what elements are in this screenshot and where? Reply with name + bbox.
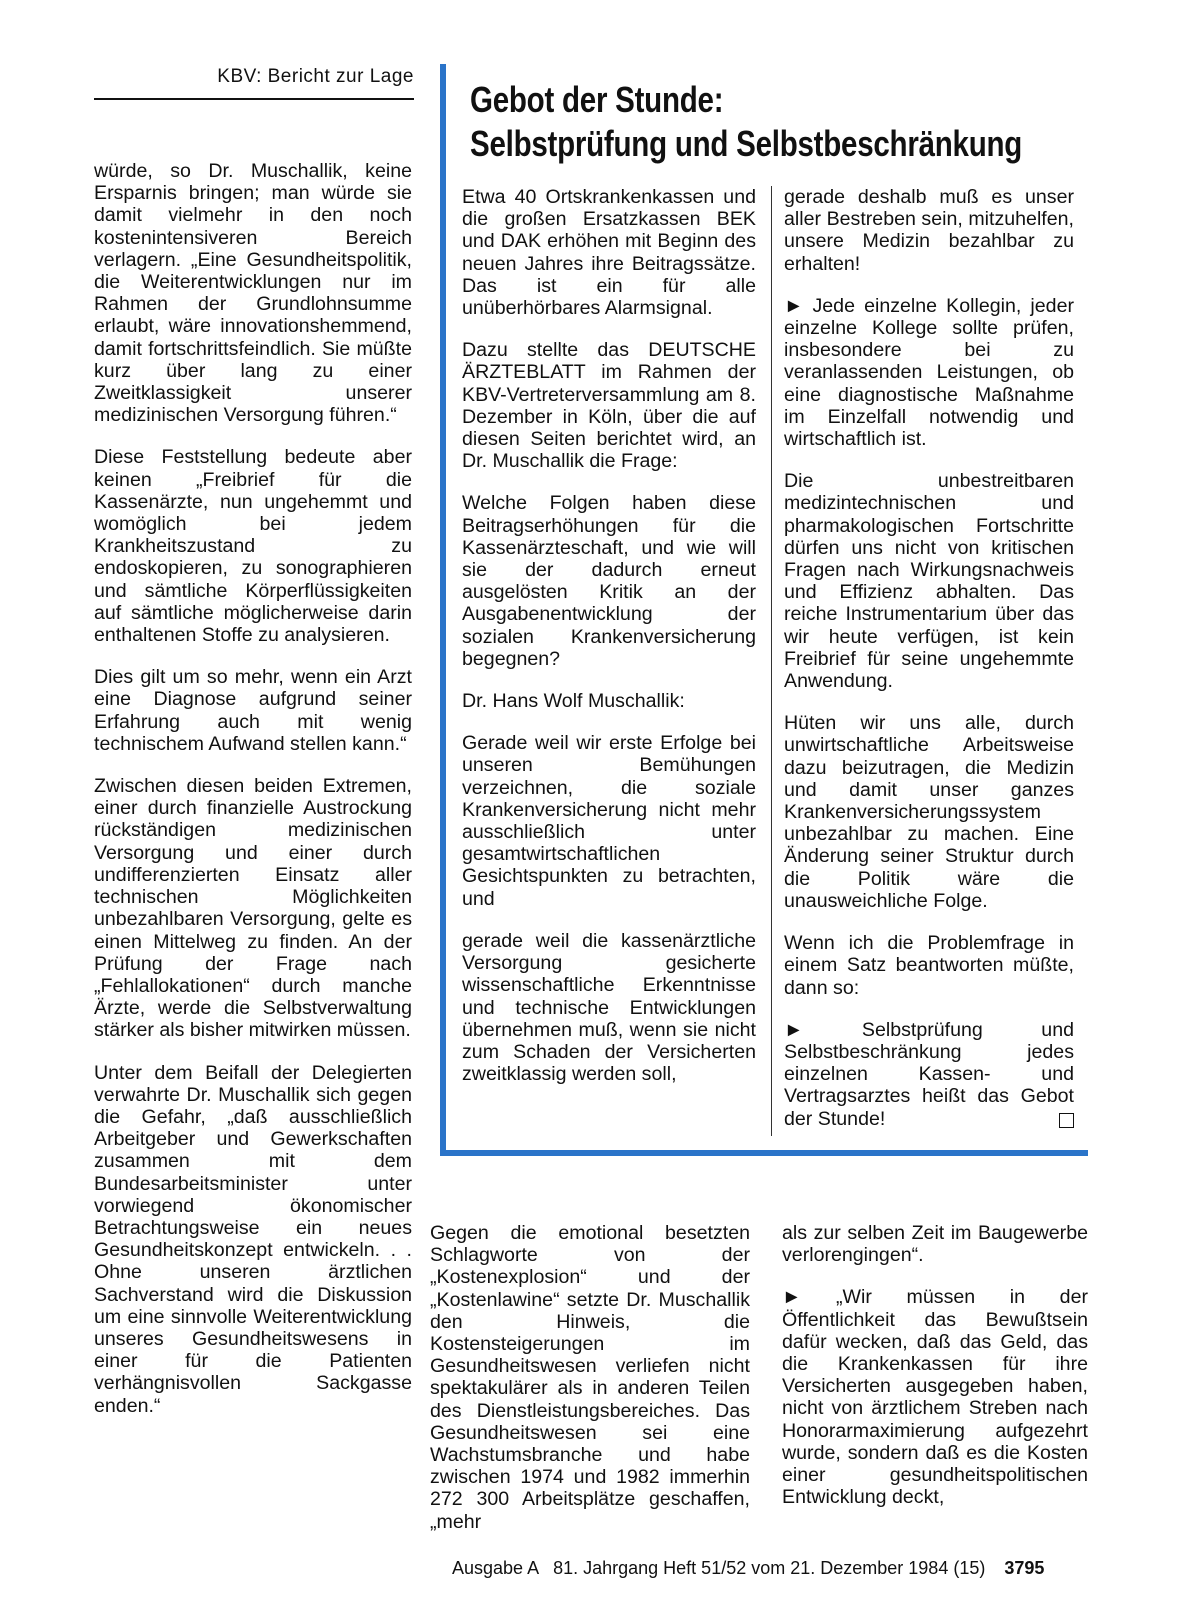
- paragraph: ► „Wir müssen in der Öffentlichkeit das Bewußtsein dafür wecken, daß das Geld, das die Krankenkassen für ihre Versicherten ausgegeben haben, nicht von ärztlichem Streben nach Honorarmaximierung aufgezehrt wurde, sondern daß es die Kosten einer gesundheitspolitischen Entwicklung deckt,: [782, 1286, 1088, 1509]
- headline: [470, 78, 1023, 166]
- box-vertical-rule: [440, 64, 446, 1156]
- paragraph: gerade weil die kassenärztliche Versorgung gesicherte wissenschaftliche Erkenntnisse und technische Entwicklungen übernehmen muß, wenn sie nicht zum Schaden der Versicherten zweitklassig werden soll,: [462, 929, 756, 1086]
- bottom-column-a: [430, 1222, 750, 1553]
- page-number: 3795: [1004, 1558, 1045, 1578]
- box-column-b: [784, 186, 1074, 1150]
- paragraph: ► Jede einzelne Kollegin, jeder einzelne Kollege sollte prüfen, insbesondere bei zu veranlassenden Leistungen, ob eine diagnostische Maßnahme im Einzelfall notwendig und wirtschaftlich ist.: [784, 294, 1074, 451]
- headline-line-2: Selbstprüfung und Selbstbeschränkung: [470, 123, 1023, 164]
- paragraph: als zur selben Zeit im Baugewerbe verlorengingen“.: [782, 1222, 1088, 1267]
- paragraph: gerade deshalb muß es unser aller Bestreben sein, mitzuhelfen, unsere Medizin bezahlbar zu erhalten!: [784, 186, 1074, 275]
- paragraph: Gerade weil wir erste Erfolge bei unseren Bemühungen verzeichnen, die soziale Krankenversicherung nicht mehr ausschließlich unter gesamtwirtschaftlichen Gesichtspunkten zu betrachten, und: [462, 732, 756, 910]
- end-of-article-square-icon: [1059, 1113, 1074, 1128]
- headline-line-1: Gebot der Stunde:: [470, 79, 724, 120]
- paragraph: Dr. Hans Wolf Muschallik:: [462, 690, 685, 713]
- bottom-column-b: [782, 1222, 1088, 1528]
- paragraph: Hüten wir uns alle, durch unwirtschaftliche Arbeitsweise dazu beizutragen, die Medizin und damit unser ganzes Krankenversicherungssystem unbezahlbar zu machen. Eine Änderung seiner Struktur durch die Politik wäre die unausweichliche Folge.: [784, 712, 1074, 912]
- paragraph: Welche Folgen haben diese Beitragserhöhungen für die Kassenärzteschaft, und wie will sie der dadurch erneut ausgelösten Kritik an der Ausgabenentwicklung der sozialen Krankenversicherung begegnen?: [462, 492, 756, 670]
- page-footer: [452, 1558, 1092, 1579]
- box-horizontal-rule: [440, 1150, 1088, 1156]
- paragraph: Dazu stellte das DEUTSCHE ÄRZTEBLATT im Rahmen der KBV-Vertreterversammlung am 8. Dezember in Köln, über die auf diesen Seiten berichtet wird, an Dr. Muschallik die Frage:: [462, 339, 756, 473]
- paragraph: würde, so Dr. Muschallik, keine Ersparnis bringen; man würde sie damit vielmehr in den noch kostenintensiveren Bereich verlagern. „Eine Gesundheitspolitik, die Weiterentwicklungen nur im Rahmen der Grundlohnsumme erlaubt, wäre innovationshemmend, damit fortschrittsfeindlich. Sie müßte kurz über lang zu einer Zweitklassigkeit unserer medizinischen Versorgung führen.“: [94, 160, 412, 427]
- box-column-a: [462, 186, 756, 1105]
- paragraph: Diese Feststellung bedeute aber keinen „Freibrief für die Kassenärzte, nun ungehemmt und womöglich bei jedem Krankheitszustand zu endoskopieren, zu sonographieren und sämtliche Körperflüssigkeiten auf sämtliche möglicherweise darin enthaltenen Stoffe zu analysieren.: [94, 446, 412, 647]
- paragraph-text: ► Selbstprüfung und Selbstbeschränkung jedes einzelnen Kassen- und Vertragsarztes heißt das Gebot der Stunde!: [784, 1018, 1074, 1130]
- paragraph-final: [784, 1019, 1074, 1130]
- paragraph: Die unbestreitbaren medizintechnischen und pharmakologischen Fortschritte dürfen uns nicht von kritischen Fragen nach Wirkungsnachweis und Effizienz abhalten. Das reiche Instrumentarium über das wir heute verfügen, ist kein Freibrief für seine ungehemmte Anwendung.: [784, 470, 1074, 693]
- paragraph: Gegen die emotional besetzten Schlagworte von der „Kostenexplosion“ und der „Kostenlawine“ setzte Dr. Muschallik den Hinweis, die Kostensteigerungen im Gesundheitswesen verliefen nicht spektakulärer als in anderen Teilen des Dienstleistungsbereiches. Das Gesundheitswesen sei eine Wachstumsbranche und habe zwischen 1974 und 1982 immerhin 272 300 Arbeitsplätze geschaffen, „mehr: [430, 1222, 750, 1533]
- paragraph: Etwa 40 Ortskrankenkassen und die großen Ersatzkassen BEK und DAK erhöhen mit Beginn des neuen Jahres ihre Beitragssätze. Das ist ein für alle unüberhörbares Alarmsignal.: [462, 186, 756, 320]
- paragraph: Wenn ich die Problemfrage in einem Satz beantworten müßte, dann so:: [784, 932, 1074, 999]
- paragraph: Zwischen diesen beiden Extremen, einer durch finanzielle Austrockung rückständigen medizinischen Versorgung und einer durch undifferenzierten Einsatz aller technischen Möglichkeiten unbezahlbaren Versorgung, gelte es einen Mittelweg zu finden. An der Prüfung der Frage nach „Fehlallokationen“ durch manche Ärzte, werde die Selbstverwaltung stärker als bisher mitwirken müssen.: [94, 775, 412, 1042]
- issue-info: Ausgabe A 81. Jahrgang Heft 51/52 vom 21. Dezember 1984 (15): [452, 1558, 986, 1578]
- paragraph: Unter dem Beifall der Delegierten verwahrte Dr. Muschallik sich gegen die Gefahr, „daß ausschließlich Arbeitgeber und Gewerkschaften zusammen mit dem Bundesarbeitsminister unter vorwiegend ökonomischer Betrachtungsweise ein neues Gesundheitskonzept entwickeln. . . Ohne unseren ärztlichen Sachverstand wird die Diskussion um eine sinnvolle Weiterentwicklung unseres Gesundheitswesens in einer für die Patienten verhängnisvollen Sackgasse enden.“: [94, 1061, 412, 1417]
- running-head-rule: [94, 98, 414, 100]
- running-head: KBV: Bericht zur Lage: [217, 66, 414, 87]
- box-column-divider: [771, 186, 772, 1136]
- left-column: [94, 160, 412, 1437]
- paragraph: Dies gilt um so mehr, wenn ein Arzt eine Diagnose aufgrund seiner Erfahrung auch mit wenig technischem Aufwand stellen kann.“: [94, 666, 412, 755]
